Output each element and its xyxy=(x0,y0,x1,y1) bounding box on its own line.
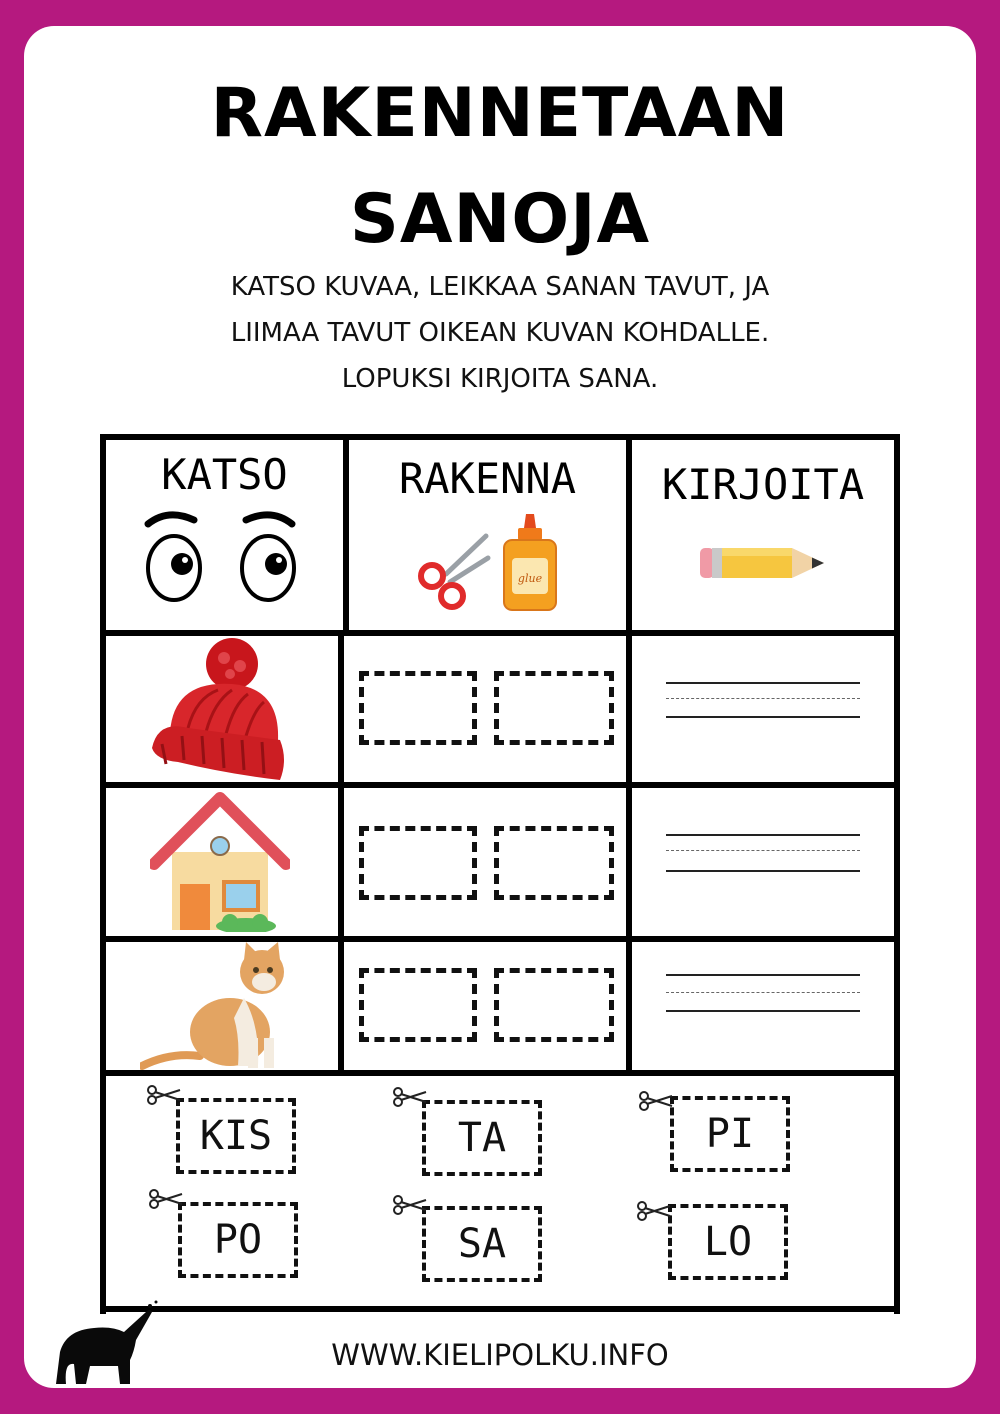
winter-hat-picture xyxy=(148,636,288,780)
drop-box-row2-a[interactable] xyxy=(359,826,477,900)
scissors-icon xyxy=(392,1194,428,1216)
instruction-line-2: LIIMAA TAVUT OIKEAN KUVAN KOHDALLE. xyxy=(230,318,770,348)
header-look: KATSO xyxy=(161,450,288,499)
scissors-icon xyxy=(146,1084,182,1106)
writing-line-row1-base xyxy=(666,716,860,718)
writing-line-row3-base xyxy=(666,1010,860,1012)
glue-bottle-icon xyxy=(500,512,560,612)
pencil-icon xyxy=(698,544,828,582)
row-divider-2 xyxy=(100,782,900,788)
writing-line-row1-mid xyxy=(666,698,860,699)
table-border-bottom xyxy=(100,1306,900,1312)
drop-box-row3-a[interactable] xyxy=(359,968,477,1042)
header-build: RAKENNA xyxy=(398,454,576,503)
writing-line-row3-mid xyxy=(666,992,860,993)
writing-line-row2-mid xyxy=(666,850,860,851)
title-line-1: RAKENNETAAN xyxy=(210,74,790,153)
writing-line-row2-base xyxy=(666,870,860,872)
drop-box-row1-b[interactable] xyxy=(494,671,614,745)
row-divider-4 xyxy=(100,1070,900,1076)
writing-line-row3-top xyxy=(666,974,860,976)
drop-box-row1-a[interactable] xyxy=(359,671,477,745)
syllable-card-po[interactable]: PO xyxy=(178,1202,298,1278)
instruction-line-3: LOPUKSI KIRJOITA SANA. xyxy=(341,364,659,394)
syllable-card-lo[interactable]: LO xyxy=(668,1204,788,1280)
instruction-line-1: KATSO KUVAA, LEIKKAA SANAN TAVUT, JA xyxy=(230,272,770,302)
syllable-card-pi[interactable]: PI xyxy=(670,1096,790,1172)
title-line-2: SANOJA xyxy=(349,180,651,259)
scissors-icon xyxy=(392,1086,428,1108)
column-divider-2b xyxy=(626,630,632,1070)
footer-url[interactable]: WWW.KIELIPOLKU.INFO xyxy=(331,1338,669,1372)
worksheet-table xyxy=(100,434,900,1314)
cat-picture xyxy=(140,942,290,1070)
drop-box-row3-b[interactable] xyxy=(494,968,614,1042)
writing-line-row2-top xyxy=(666,834,860,836)
column-divider-1b xyxy=(338,630,344,1070)
syllable-card-sa[interactable]: SA xyxy=(422,1206,542,1282)
table-border-left xyxy=(100,434,106,1314)
syllable-card-ta[interactable]: TA xyxy=(422,1100,542,1176)
table-border-top xyxy=(100,434,900,440)
scissors-icon xyxy=(636,1200,672,1222)
glue-label: glue xyxy=(517,572,543,585)
scissors-icon xyxy=(148,1188,184,1210)
scissors-icon xyxy=(416,530,492,610)
scissors-icon xyxy=(638,1090,674,1112)
house-picture xyxy=(150,792,290,932)
table-border-right xyxy=(894,434,900,1314)
syllable-card-kis[interactable]: KIS xyxy=(176,1098,296,1174)
writing-line-row1-top xyxy=(666,682,860,684)
eyes-icon xyxy=(140,508,300,608)
header-write: KIRJOITA xyxy=(661,460,865,509)
drop-box-row2-b[interactable] xyxy=(494,826,614,900)
